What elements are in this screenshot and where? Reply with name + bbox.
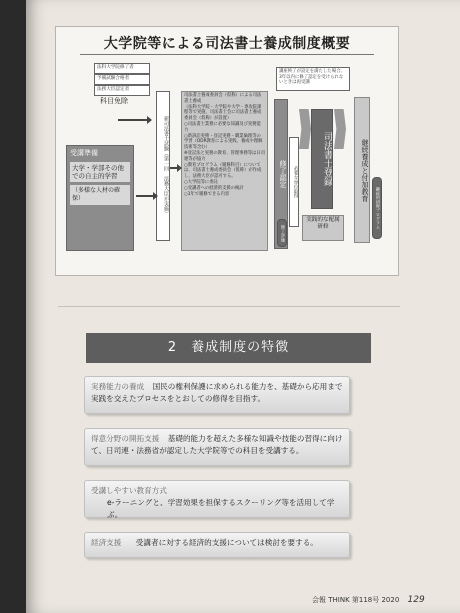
exempt-arrow [118, 119, 148, 121]
entrant-note: （多様な人材の確保） [70, 185, 130, 205]
entrant-prep: 受講準備 [70, 149, 98, 157]
exam-box: 新司法書士試験（第一回 法務大臣が実施） [156, 91, 170, 241]
exam-arrow [170, 167, 178, 169]
continuing-badge: 継続的研修プログラム [372, 177, 382, 239]
page-footer [312, 595, 425, 605]
title-divider [80, 54, 374, 55]
arrow-chevron-1 [299, 109, 311, 149]
feature-practical-skill [84, 376, 350, 414]
feature-text: 国民の権利保護に求められる能力を、基礎から応用まで実践を交えたプロセスをとおしての修得を目指す。 [91, 382, 343, 403]
page-number: 129 [407, 595, 425, 605]
feature-financial-support [84, 532, 350, 558]
practical-training-box: 実践的な配属研修 [302, 215, 344, 241]
feature-accessible-education [84, 480, 350, 518]
exempt-item-1: 法科大学院修了者 [94, 63, 150, 74]
feature-text: 基礎的能力を超えた多様な知識や技能の習得に向けて、日司連・法務省が認定した大学院等での科目を受講する。 [91, 434, 343, 455]
feature-specialty-support [84, 428, 350, 466]
arrow-chevron-2 [334, 109, 346, 149]
feature-label: 受講しやすい教育方式 [91, 486, 167, 495]
exempt-item-3: 法務大臣認定者 [94, 85, 150, 96]
journal-label: 会報 THINK 第118号 2020 [312, 596, 400, 604]
feature-label: 経済支援 [91, 538, 122, 547]
feature-text: 受講者に対する経済的支援については検討を要する。 [135, 538, 318, 547]
feature-label: 得意分野の開拓支援 [91, 434, 160, 443]
entrant-box [66, 145, 134, 251]
notice-box: 講座終了が設定を満たした場合、3年以内に修了認定を受けられないときは再受講 [276, 67, 350, 91]
register-box: 司法書士登録 [311, 109, 333, 209]
entrant-sources: 大学・学部その他での自主的学習 [70, 162, 130, 182]
diagram-title: 大学院等による司法書士養成制度概要 [103, 36, 351, 52]
exempt-label: 科目免除 [100, 97, 128, 105]
feature-label: 実務能力の養成 [91, 382, 145, 391]
section-2-header: 2 養成制度の特徴 [86, 333, 371, 363]
committee-box: 司法書士養成委員会（仮称）による司法書士養成 （法科大学院・大学院や大学・専攻院課程等で実施、司法書士会に司法書士養成委員会（仮称）が設置） ○司法書士業務に必要な知識及び実務能力 ○新訴訟実務・登記実務・職業倫理等の学習（ODR教育による実践、養成や理解技術等含む） ※登記法と実務の教育、管理事務等は日司連等が協力 ○教育プログラム（履修科目）については、司法書士養成委員会（仮称）が作成し、法務大臣が認可する。 ○大学院等に委託 ○受講者への経済的支援の検討 ○1年で履修できる内容 [181, 91, 268, 251]
feature-text: e-ラーニングと、学習効果を担保するスクーリング等を活用して学ぶ。 [107, 498, 335, 519]
continuing-box: 継続養成と付加教育 [354, 97, 370, 243]
entrant-arrow [136, 195, 154, 197]
exempt-item-2: 予備試験合格者 [94, 74, 150, 85]
completion-note: 必要な単位取得 [289, 137, 299, 227]
system-diagram [55, 26, 399, 276]
completion-box: 修了認定 [274, 99, 288, 249]
eval-badge: 修了評価 [277, 219, 287, 247]
